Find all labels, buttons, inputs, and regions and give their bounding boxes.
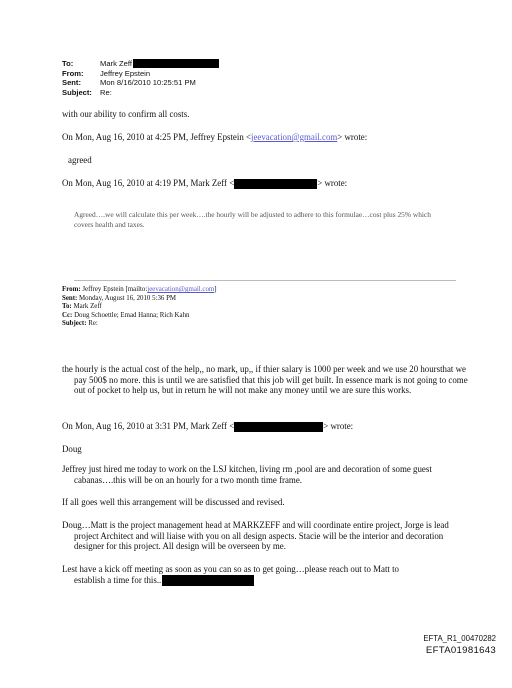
fwd-cc-row (62, 312, 217, 321)
reply-suffix: > wrote: (317, 178, 348, 188)
para-hourly: the hourly is the actual cost of the help,, no mark, up,, if thier salary is 1000 per week and we use 20 hoursthat we pay 500$ no more. this is until we are satisfied that this job will get built. In essence mark is not going to come out of pocket to help us, but in return he will not make any money until we are sure this works. (62, 364, 468, 396)
body-line-costs: with our ability to confirm all costs. (62, 109, 190, 119)
fwd-subject-row (62, 320, 217, 329)
fwd-cc-label: Cc: (62, 311, 73, 319)
reply-prefix: On Mon, Aug 16, 2010 at 4:19 PM, Mark Zeff < (62, 178, 235, 188)
fwd-sent-label: Sent: (62, 294, 78, 302)
redaction-box (133, 59, 219, 68)
fwd-email-link[interactable]: jeevacation@gmail.com (147, 286, 215, 293)
fwd-to-row (62, 303, 217, 312)
reply-line-2 (62, 178, 347, 189)
salutation-doug: Doug (62, 444, 82, 454)
reply-prefix: On Mon, Aug 16, 2010 at 3:31 PM, Mark Zeff < (62, 421, 235, 431)
quoted-reply: Agreed….we will calculate this per week….the hourly will be adjusted to adhere to this formulae…cost plus 25% which covers health and taxes. (74, 210, 431, 229)
reply-suffix: > wrote: (323, 421, 354, 431)
reply-suffix: > wrote: (337, 132, 368, 142)
email-header (62, 59, 219, 97)
header-from-row (62, 69, 219, 79)
fwd-subject-value: Re: (88, 320, 98, 328)
fwd-subject-label: Subject: (62, 320, 87, 328)
to-label: To: (62, 59, 74, 68)
para-if-all-goes-well: If all goes well this arrangement will be discussed and revised. (62, 497, 285, 507)
to-value: Mark Zeff (100, 59, 132, 68)
fwd-from-close: ] (214, 286, 217, 293)
subject-value: Re: (100, 87, 112, 97)
reply-prefix: On Mon, Aug 16, 2010 at 4:25 PM, Jeffrey Epstein < (62, 132, 251, 142)
fwd-from-row (62, 286, 217, 295)
fwd-from-label: From: (62, 286, 81, 293)
subject-label: Subject: (62, 87, 92, 97)
fwd-sent-row (62, 295, 217, 304)
para-doug-matt: Doug…Matt is the project management head at MARKZEFF and will coordinate entire project, Jorge is lead project Architect and will liaise with you on all design aspects. Stacie will be the interior and decoration designer for this project. All design will be overseen by me. (62, 520, 449, 552)
header-sent-row (62, 78, 219, 88)
redaction-box (234, 179, 317, 189)
fwd-from-value: Jeffrey Epstein [mailto: (82, 286, 148, 293)
redaction-box (234, 422, 323, 432)
fwd-to-label: To: (62, 303, 72, 311)
reply-line-3 (62, 421, 353, 432)
agreed-text: agreed (68, 155, 92, 165)
header-to-row (62, 59, 219, 69)
header-subject-row (62, 88, 219, 98)
footer-id-large: EFTA01981643 (425, 645, 496, 656)
para-kickoff-text: establish a time for this.. (74, 575, 162, 585)
email-link[interactable]: jeevacation@gmail.com (251, 132, 338, 142)
from-value: Jeffrey Epstein (100, 68, 151, 78)
para-kickoff-line2 (74, 575, 254, 586)
sent-value: Mon 8/16/2010 10:25:51 PM (100, 78, 196, 88)
para-jeffrey: Jeffrey just hired me today to work on the LSJ kitchen, living rm ,pool are and decoration of some guest cabanas….this will be on an hourly for a two month time frame. (62, 464, 432, 485)
redaction-box (162, 575, 254, 586)
fwd-sent-value: Monday, August 16, 2010 5:36 PM (79, 294, 177, 302)
footer-id-small: EFTA_R1_00470282 (423, 634, 496, 643)
divider-line (74, 280, 456, 281)
fwd-to-value: Mark Zeff (73, 303, 102, 311)
reply-line-1 (62, 132, 367, 143)
from-label: From: (62, 68, 84, 78)
fwd-cc-value: Doug Schoettle; Emad Hanna; Rich Kahn (74, 311, 190, 319)
para-kickoff-line1: Lest have a kick off meeting as soon as you can so as to get going…please reach out to Matt to (62, 564, 399, 574)
sent-label: Sent: (62, 78, 81, 88)
forwarded-header (62, 286, 217, 329)
